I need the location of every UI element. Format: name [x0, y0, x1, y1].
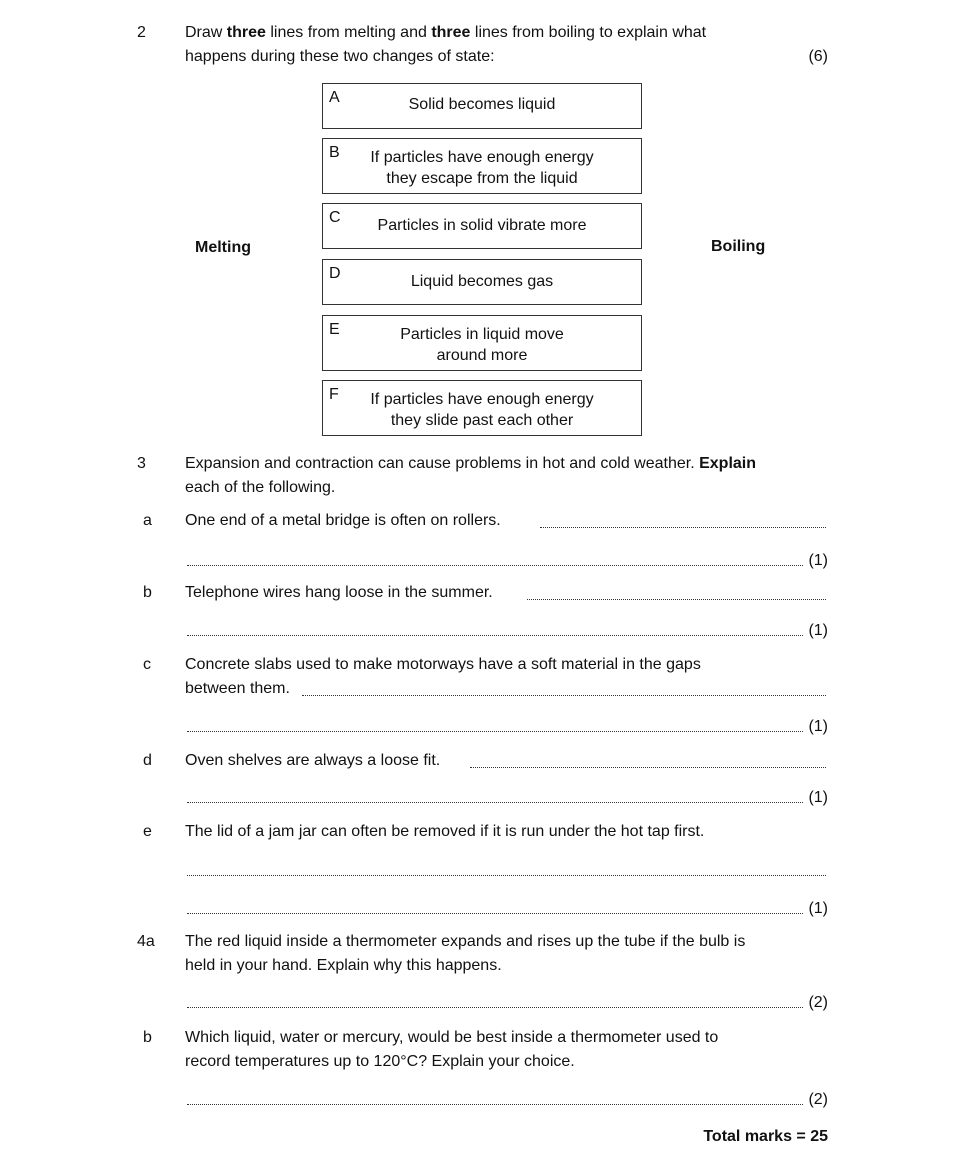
q4a-marks: (2)	[808, 994, 828, 1011]
box-text: Solid becomes liquid	[408, 96, 556, 113]
box-text-line1: Particles in liquid move	[400, 326, 564, 343]
q3d-answer-line[interactable]	[470, 767, 826, 768]
q3-number: 3	[137, 455, 146, 472]
statement-box-a[interactable]	[322, 83, 642, 129]
q3-intro-line2: each of the following.	[185, 479, 336, 496]
box-letter: E	[329, 321, 340, 338]
q3a-answer-line[interactable]	[540, 527, 826, 528]
q2-intro-part2: lines from melting and	[265, 24, 432, 41]
q3-intro-bold: Explain	[699, 455, 757, 472]
q2-intro	[185, 25, 706, 41]
q3b-answer-line-2[interactable]	[187, 635, 803, 636]
q3b-text: Telephone wires hang loose in the summer.	[185, 584, 493, 601]
q4a-label: 4a	[137, 933, 155, 950]
box-letter: F	[329, 386, 339, 403]
q3a-marks: (1)	[808, 552, 828, 569]
q3e-answer-line[interactable]	[187, 875, 826, 876]
box-letter: D	[329, 265, 341, 282]
statement-box-b[interactable]	[322, 138, 642, 194]
q3c-marks: (1)	[808, 718, 828, 735]
q4a-text-line2: held in your hand. Explain why this happens.	[185, 957, 502, 974]
q2-intro-bold2: three	[431, 24, 471, 41]
q3-intro-text: Expansion and contraction can cause problems in hot and cold weather.	[185, 455, 700, 472]
q3c-answer-line-2[interactable]	[187, 731, 803, 732]
q3b-label: b	[143, 584, 152, 601]
statement-box-c[interactable]	[322, 203, 642, 249]
total-marks: Total marks = 25	[703, 1128, 828, 1145]
q4b-answer-line[interactable]	[187, 1104, 803, 1105]
q3e-answer-line-2[interactable]	[187, 913, 803, 914]
box-text: Liquid becomes gas	[410, 273, 554, 290]
q2-intro-line2: happens during these two changes of state:	[185, 48, 495, 65]
q3d-marks: (1)	[808, 789, 828, 806]
q2-intro-bold1: three	[226, 24, 266, 41]
q4a-answer-line[interactable]	[187, 1007, 803, 1008]
box-text-line1: If particles have enough energy	[370, 149, 594, 166]
q3d-answer-line-2[interactable]	[187, 802, 803, 803]
box-letter: C	[329, 209, 341, 226]
q4b-text: Which liquid, water or mercury, would be best inside a thermometer used to	[185, 1029, 719, 1046]
statement-box-f[interactable]	[322, 380, 642, 436]
statement-box-e[interactable]	[322, 315, 642, 371]
q3b-answer-line[interactable]	[527, 599, 826, 600]
q3c-label: c	[143, 656, 151, 673]
box-text-line2: they slide past each other	[390, 412, 574, 429]
q3e-text: The lid of a jam jar can often be removed if it is run under the hot tap first.	[185, 823, 705, 840]
q3c-text: Concrete slabs used to make motorways have a soft material in the gaps	[185, 656, 701, 673]
q2-marks: (6)	[808, 48, 828, 65]
box-text-line1: If particles have enough energy	[370, 391, 594, 408]
q2-intro-part1: Draw	[185, 24, 227, 41]
q2-intro-part3: lines from boiling to explain what	[470, 24, 707, 41]
q3e-label: e	[143, 823, 152, 840]
q3d-label: d	[143, 752, 152, 769]
q3a-text: One end of a metal bridge is often on rollers.	[185, 512, 501, 529]
statement-box-d[interactable]	[322, 259, 642, 305]
q3c-text-line2: between them.	[185, 680, 290, 697]
q4b-marks: (2)	[808, 1091, 828, 1108]
q3a-answer-line-2[interactable]	[187, 565, 803, 566]
q3c-answer-line[interactable]	[302, 695, 826, 696]
box-letter: B	[329, 144, 340, 161]
box-letter: A	[329, 89, 340, 106]
q3b-marks: (1)	[808, 622, 828, 639]
melting-label: Melting	[195, 239, 251, 256]
q4b-text-line2: record temperatures up to 120°C? Explain your choice.	[185, 1053, 575, 1070]
q2-number: 2	[137, 24, 146, 41]
boiling-label: Boiling	[711, 238, 766, 255]
box-text-line2: around more	[436, 347, 528, 364]
box-text-line2: they escape from the liquid	[386, 170, 578, 187]
q3-intro	[185, 456, 756, 472]
box-text: Particles in solid vibrate more	[377, 217, 587, 234]
q4b-label: b	[143, 1029, 152, 1046]
q3a-label: a	[143, 512, 152, 529]
q4a-text: The red liquid inside a thermometer expands and rises up the tube if the bulb is	[185, 933, 746, 950]
q3e-marks: (1)	[808, 900, 828, 917]
q3d-text: Oven shelves are always a loose fit.	[185, 752, 441, 769]
